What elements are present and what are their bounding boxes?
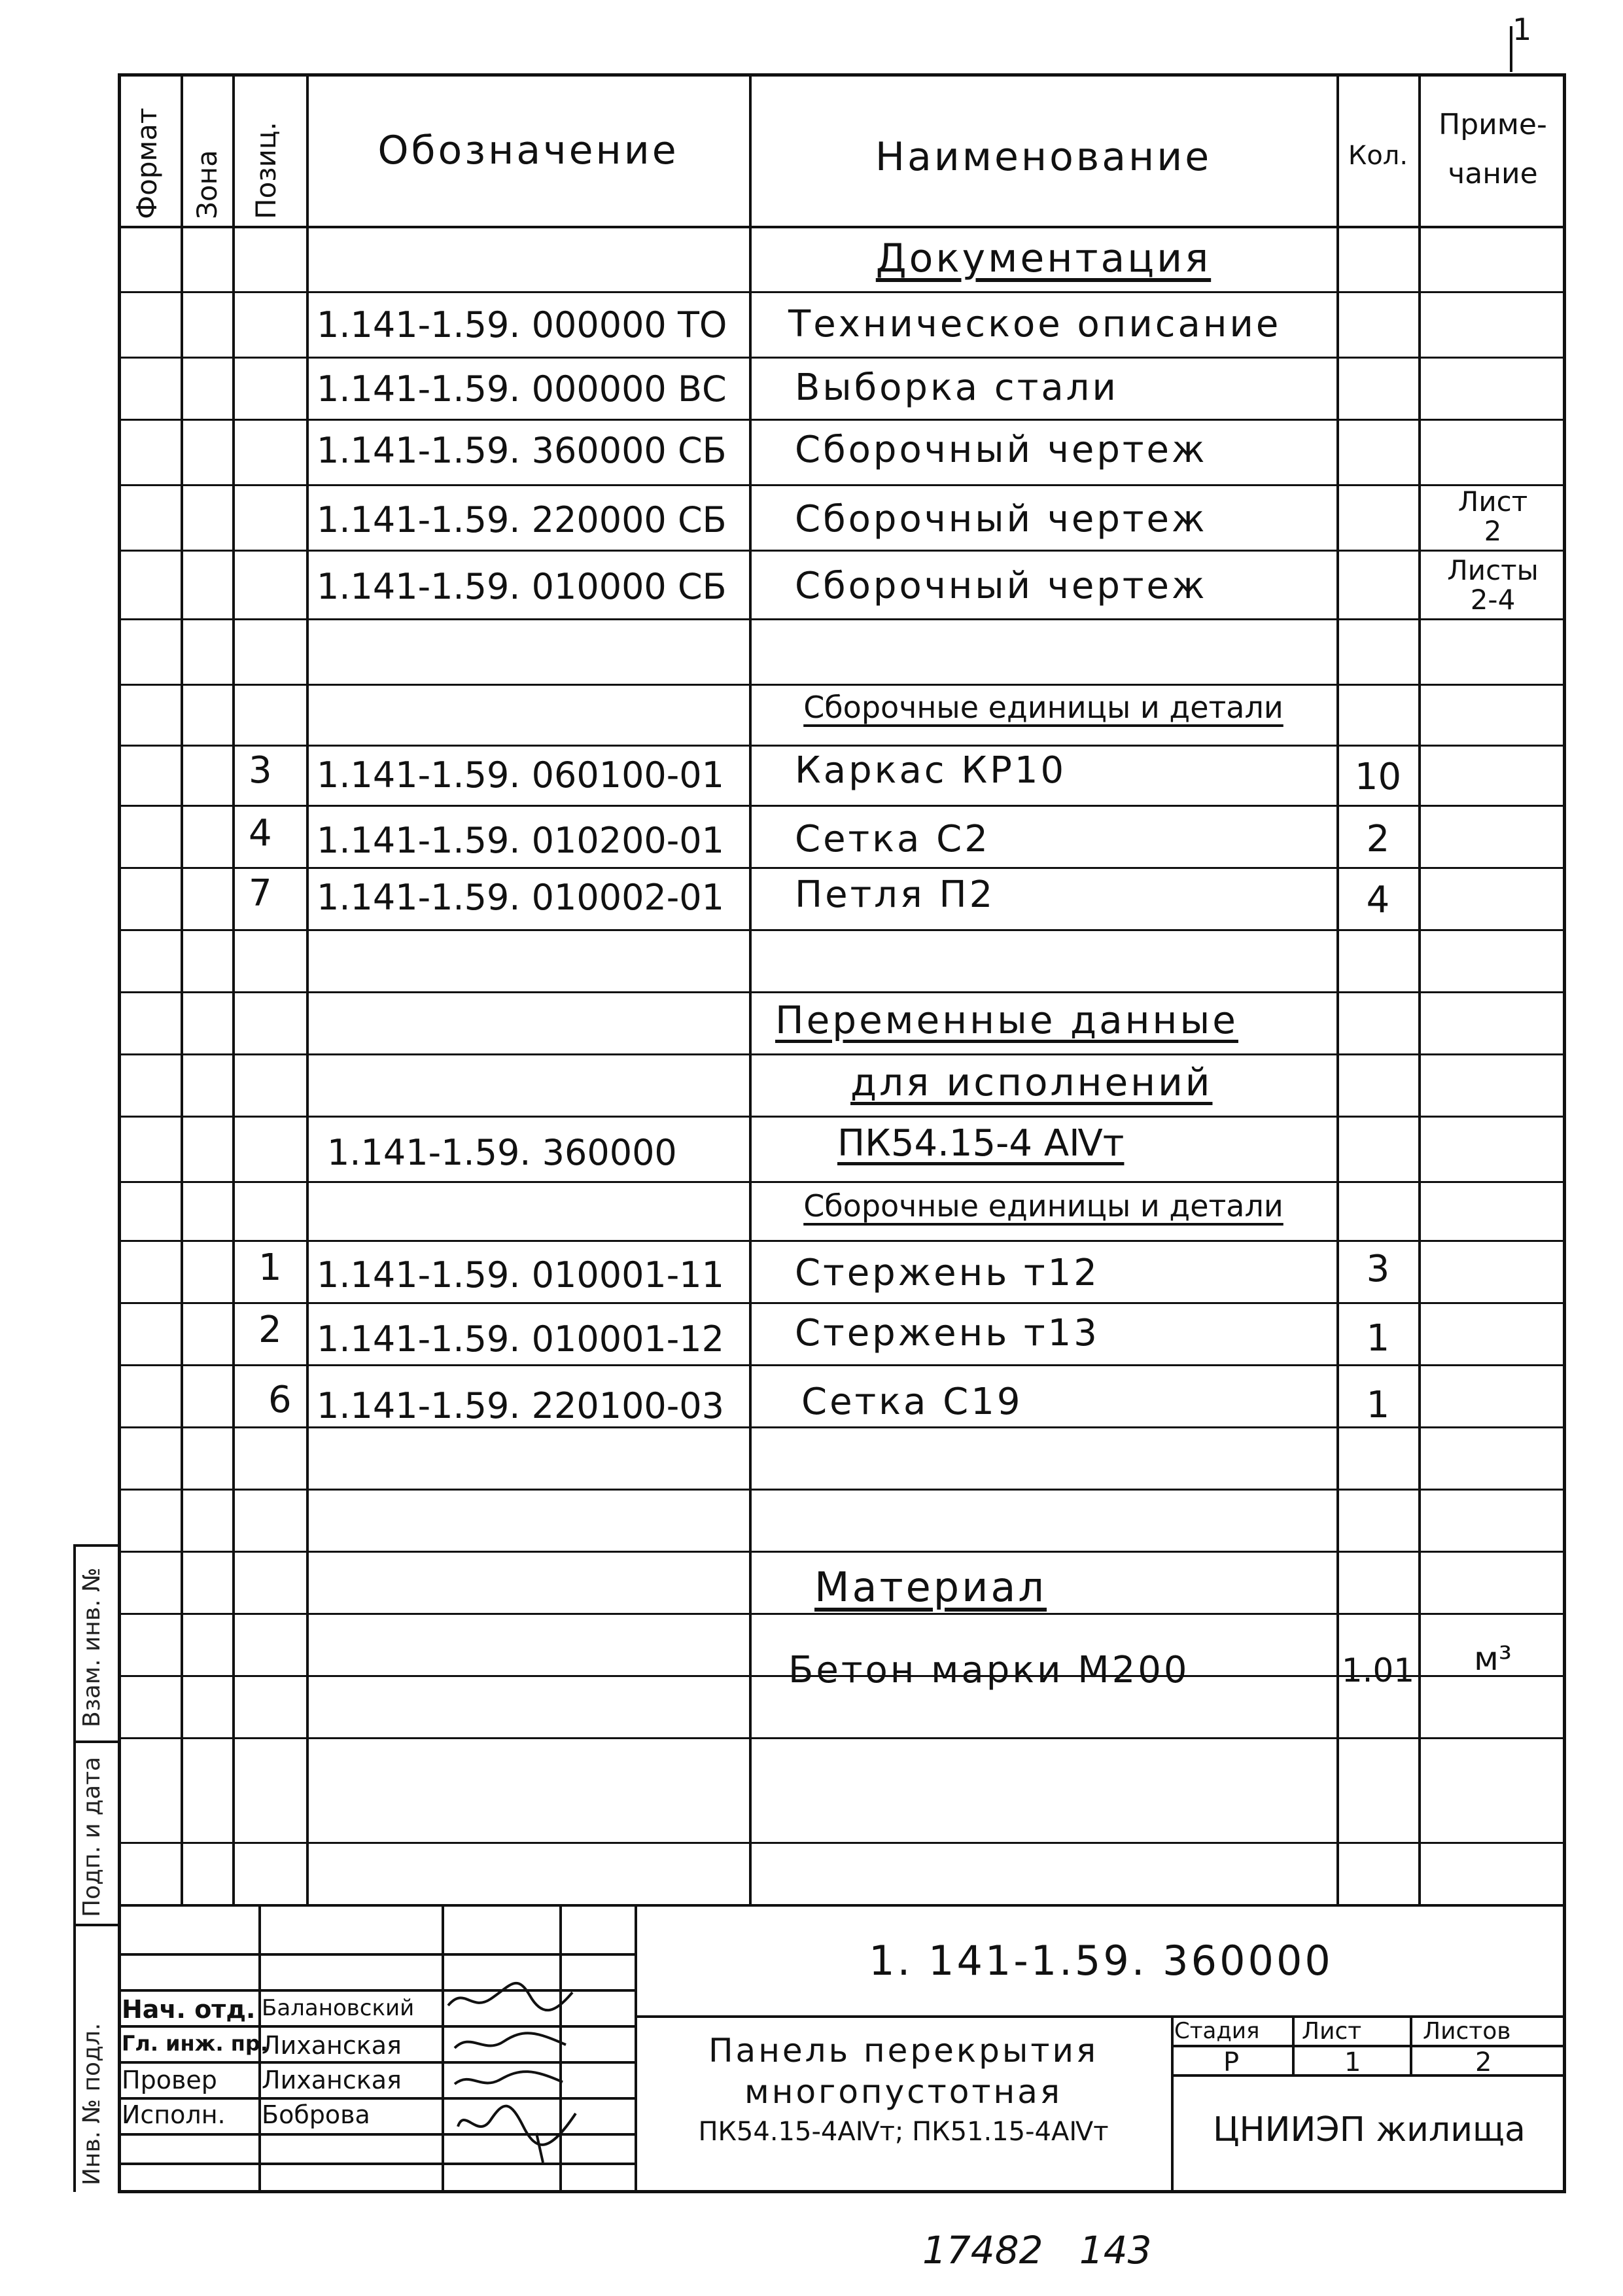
- part1-qty-1: 10: [1354, 756, 1402, 798]
- part1-name-2: Сетка С2: [795, 818, 990, 860]
- variant-code: 1.141-1.59. 360000: [327, 1132, 677, 1173]
- col-line: [232, 73, 235, 1905]
- doc-note-4b: 2: [1484, 515, 1502, 547]
- row-line: [118, 1489, 1566, 1491]
- doc-code-3: 1.141-1.59. 360000 СБ: [317, 430, 727, 471]
- part1-name-3: Петля П2: [795, 874, 996, 916]
- row-line: [118, 867, 1566, 869]
- tb-sheet-label: Лист: [1302, 2018, 1362, 2045]
- row-line: [118, 618, 1566, 620]
- part1-pos-2: 4: [249, 812, 272, 855]
- doc-code-1: 1.141-1.59. 000000 ТО: [317, 304, 727, 345]
- variant-name: ПК54.15-4 АⅣт: [837, 1122, 1125, 1165]
- side-line: [73, 1544, 118, 1547]
- signature-3: [451, 2061, 569, 2097]
- header-qty: Кол.: [1348, 141, 1408, 171]
- col-line: [1336, 73, 1339, 1905]
- doc-name-4: Сборочный чертеж: [795, 498, 1208, 540]
- row-line: [118, 1551, 1566, 1553]
- section-material: Материал: [814, 1563, 1047, 1611]
- part1-code-2: 1.141-1.59. 010200-01: [317, 820, 724, 861]
- tb-name-1: Балановский: [262, 1995, 415, 2021]
- part2-code-1: 1.141-1.59. 010001-11: [317, 1254, 724, 1296]
- part1-code-3: 1.141-1.59. 010002-01: [317, 877, 724, 918]
- col-line: [1418, 73, 1421, 1905]
- tb-sheets: 2: [1475, 2047, 1492, 2077]
- row-line: [118, 1181, 1566, 1183]
- doc-note-5a: Листы: [1447, 554, 1539, 586]
- footer-numbers: 17482 143: [922, 2228, 1152, 2272]
- tb-title-3: ПК54.15-4АⅣт; ПК51.15-4АⅣт: [698, 2117, 1109, 2147]
- section-assemblies-2: Сборочные единицы и детали: [803, 1188, 1283, 1224]
- col-line: [749, 73, 752, 1905]
- part2-name-2: Стержень т13: [795, 1312, 1100, 1354]
- side-label-sign: Подп. и дата: [79, 1756, 105, 1917]
- doc-note-5b: 2-4: [1470, 584, 1516, 616]
- tb-line: [118, 1953, 635, 1956]
- doc-name-1: Техническое описание: [788, 303, 1282, 345]
- tb-sheet: 1: [1344, 2047, 1361, 2077]
- row-line: [118, 745, 1566, 747]
- corner-line: [1510, 26, 1512, 72]
- material-unit: м³: [1474, 1640, 1512, 1678]
- tb-role-3: Провер: [122, 2066, 217, 2094]
- tb-line: [1410, 2015, 1412, 2074]
- row-line: [118, 1302, 1566, 1304]
- header-designation: Обозначение: [377, 128, 679, 173]
- part1-code-1: 1.141-1.59. 060100-01: [317, 754, 724, 796]
- doc-code-4: 1.141-1.59. 220000 СБ: [317, 499, 727, 540]
- part2-pos-2: 2: [258, 1309, 282, 1351]
- row-line: [118, 1842, 1566, 1844]
- section-variable-1: Переменные данные: [775, 998, 1238, 1042]
- row-line: [118, 991, 1566, 993]
- row-line: [118, 1426, 1566, 1428]
- part1-name-1: Каркас КР10: [795, 749, 1067, 792]
- section-assemblies-1: Сборочные единицы и детали: [803, 690, 1283, 725]
- part2-code-3: 1.141-1.59. 220100-03: [317, 1385, 724, 1426]
- part1-qty-3: 4: [1366, 879, 1390, 921]
- doc-code-2: 1.141-1.59. 000000 ВС: [317, 368, 727, 410]
- header-position: Позиц.: [250, 122, 282, 219]
- tb-title-2: многопустотная: [744, 2073, 1062, 2111]
- row-line: [118, 1053, 1566, 1055]
- row-line: [118, 1613, 1566, 1615]
- tb-stage: Р: [1223, 2047, 1240, 2077]
- tb-line: [442, 1904, 444, 2192]
- header-note-2: чание: [1448, 157, 1538, 190]
- doc-name-5: Сборочный чертеж: [795, 565, 1208, 607]
- header-zone: Зона: [191, 150, 223, 219]
- part2-pos-3: 6: [268, 1379, 292, 1421]
- part2-name-3: Сетка С19: [801, 1381, 1023, 1423]
- material-name: Бетон марки М200: [788, 1649, 1190, 1691]
- section-variable-2: для исполнений: [850, 1060, 1213, 1104]
- row-line: [118, 1737, 1566, 1739]
- row-line: [118, 550, 1566, 552]
- tb-line: [1292, 2015, 1295, 2074]
- row-line: [118, 684, 1566, 686]
- part1-pos-1: 3: [249, 749, 272, 792]
- tb-stage-label: Стадия: [1174, 2018, 1260, 2044]
- doc-code-5: 1.141-1.59. 010000 СБ: [317, 566, 727, 607]
- part2-pos-1: 1: [258, 1246, 282, 1289]
- tb-name-3: Лиханская: [262, 2066, 402, 2094]
- header-note-1: Приме-: [1439, 108, 1547, 141]
- side-line: [73, 1544, 76, 2192]
- section-documentation: Документация: [875, 236, 1212, 281]
- side-label-replace: Взам. инв. №: [79, 1567, 105, 1727]
- side-label-inv: Инв. № подл.: [79, 2022, 105, 2185]
- tb-name-4: Боброва: [262, 2100, 370, 2129]
- row-line: [118, 357, 1566, 359]
- tb-role-4: Исполн.: [122, 2100, 226, 2129]
- signature-4: [451, 2094, 582, 2166]
- part2-qty-2: 1: [1366, 1317, 1390, 1360]
- row-line: [118, 1240, 1566, 1242]
- col-line: [306, 73, 309, 1905]
- header-line: [118, 226, 1566, 228]
- tb-role-1: Нач. отд.: [122, 1995, 256, 2024]
- part2-code-2: 1.141-1.59. 010001-12: [317, 1318, 724, 1360]
- col-line: [181, 73, 183, 1905]
- row-line: [118, 805, 1566, 807]
- doc-name-3: Сборочный чертеж: [795, 429, 1208, 471]
- part2-qty-1: 3: [1366, 1248, 1390, 1290]
- tb-role-2: Гл. инж. пр.: [122, 2031, 268, 2056]
- side-line: [73, 1924, 118, 1926]
- signature-2: [451, 2025, 569, 2061]
- part1-pos-3: 7: [249, 872, 272, 915]
- side-line: [73, 1740, 118, 1743]
- row-line: [118, 291, 1566, 293]
- tb-org: ЦНИИЭП жилища: [1213, 2110, 1526, 2149]
- row-line: [118, 1364, 1566, 1366]
- row-line: [118, 1116, 1566, 1118]
- doc-note-4a: Лист: [1457, 486, 1528, 518]
- table-bottom-line: [118, 1904, 1566, 1907]
- tb-sheets-label: Листов: [1423, 2018, 1511, 2045]
- part2-qty-3: 1: [1366, 1384, 1390, 1426]
- row-line: [118, 929, 1566, 931]
- row-line: [118, 419, 1566, 421]
- part1-qty-2: 2: [1366, 818, 1390, 860]
- tb-line: [1171, 2015, 1174, 2192]
- material-qty: 1.01: [1341, 1651, 1415, 1689]
- part2-name-1: Стержень т12: [795, 1252, 1100, 1294]
- tb-title-1: Панель перекрытия: [708, 2032, 1099, 2070]
- doc-name-2: Выборка стали: [795, 366, 1119, 409]
- signature-1: [445, 1960, 576, 2025]
- header-name: Наименование: [875, 134, 1212, 180]
- corner-mark: 1: [1512, 12, 1532, 47]
- header-format: Формат: [131, 107, 163, 219]
- tb-doc-number: 1. 141-1.59. 360000: [869, 1937, 1333, 1985]
- tb-name-2: Лиханская: [262, 2031, 402, 2060]
- row-line: [118, 484, 1566, 486]
